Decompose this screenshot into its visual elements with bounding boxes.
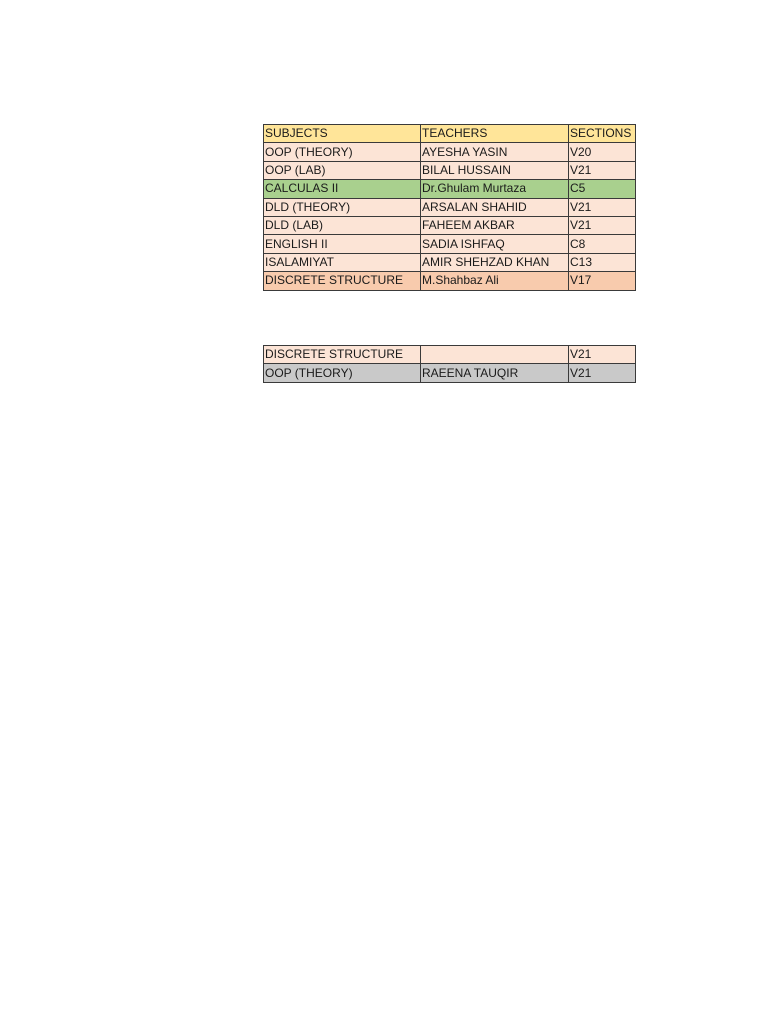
subject-cell[interactable]: DLD (THEORY) [264, 198, 421, 216]
teacher-cell[interactable]: AYESHA YASIN [421, 143, 569, 161]
table-row [264, 198, 636, 216]
subject-cell[interactable]: OOP (LAB) [264, 161, 421, 179]
header-teachers-cell[interactable]: TEACHERS [421, 125, 569, 143]
section-cell[interactable]: V21 [569, 198, 636, 216]
subject-cell[interactable]: DLD (LAB) [264, 216, 421, 234]
subject-cell[interactable]: ISALAMIYAT [264, 253, 421, 271]
subject-cell[interactable]: DISCRETE STRUCTURE [264, 272, 421, 290]
teacher-cell[interactable]: AMIR SHEHZAD KHAN [421, 253, 569, 271]
subject-cell[interactable]: CALCULAS II [264, 180, 421, 198]
table-row [264, 216, 636, 234]
subject-cell[interactable]: OOP (THEORY) [264, 143, 421, 161]
section-cell[interactable]: C13 [569, 253, 636, 271]
teacher-cell[interactable]: BILAL HUSSAIN [421, 161, 569, 179]
table-row [264, 180, 636, 198]
section-cell[interactable]: V21 [569, 364, 636, 382]
table-row [264, 253, 636, 271]
table-row [264, 143, 636, 161]
header-sections-cell[interactable]: SECTIONS [569, 125, 636, 143]
section-cell[interactable]: V20 [569, 143, 636, 161]
section-cell[interactable]: V21 [569, 346, 636, 364]
teacher-cell[interactable]: FAHEEM AKBAR [421, 216, 569, 234]
table-row [264, 235, 636, 253]
table-row [264, 346, 636, 364]
teacher-cell[interactable]: SADIA ISHFAQ [421, 235, 569, 253]
subject-cell[interactable]: ENGLISH II [264, 235, 421, 253]
subject-cell[interactable]: OOP (THEORY) [264, 364, 421, 382]
teacher-cell[interactable]: Dr.Ghulam Murtaza [421, 180, 569, 198]
section-cell[interactable]: V17 [569, 272, 636, 290]
section-cell[interactable]: C5 [569, 180, 636, 198]
table-row [264, 272, 636, 290]
teacher-cell[interactable]: ARSALAN SHAHID [421, 198, 569, 216]
header-subjects-cell[interactable]: SUBJECTS [264, 125, 421, 143]
subjects-table [263, 124, 636, 291]
additional-subjects-table [263, 345, 636, 383]
teacher-cell[interactable]: M.Shahbaz Ali [421, 272, 569, 290]
subject-cell[interactable]: DISCRETE STRUCTURE [264, 346, 421, 364]
teacher-cell[interactable] [421, 346, 569, 364]
section-cell[interactable]: V21 [569, 216, 636, 234]
table-row [264, 364, 636, 382]
table-row [264, 161, 636, 179]
table-header-row [264, 125, 636, 143]
section-cell[interactable]: C8 [569, 235, 636, 253]
teacher-cell[interactable]: RAEENA TAUQIR [421, 364, 569, 382]
section-cell[interactable]: V21 [569, 161, 636, 179]
